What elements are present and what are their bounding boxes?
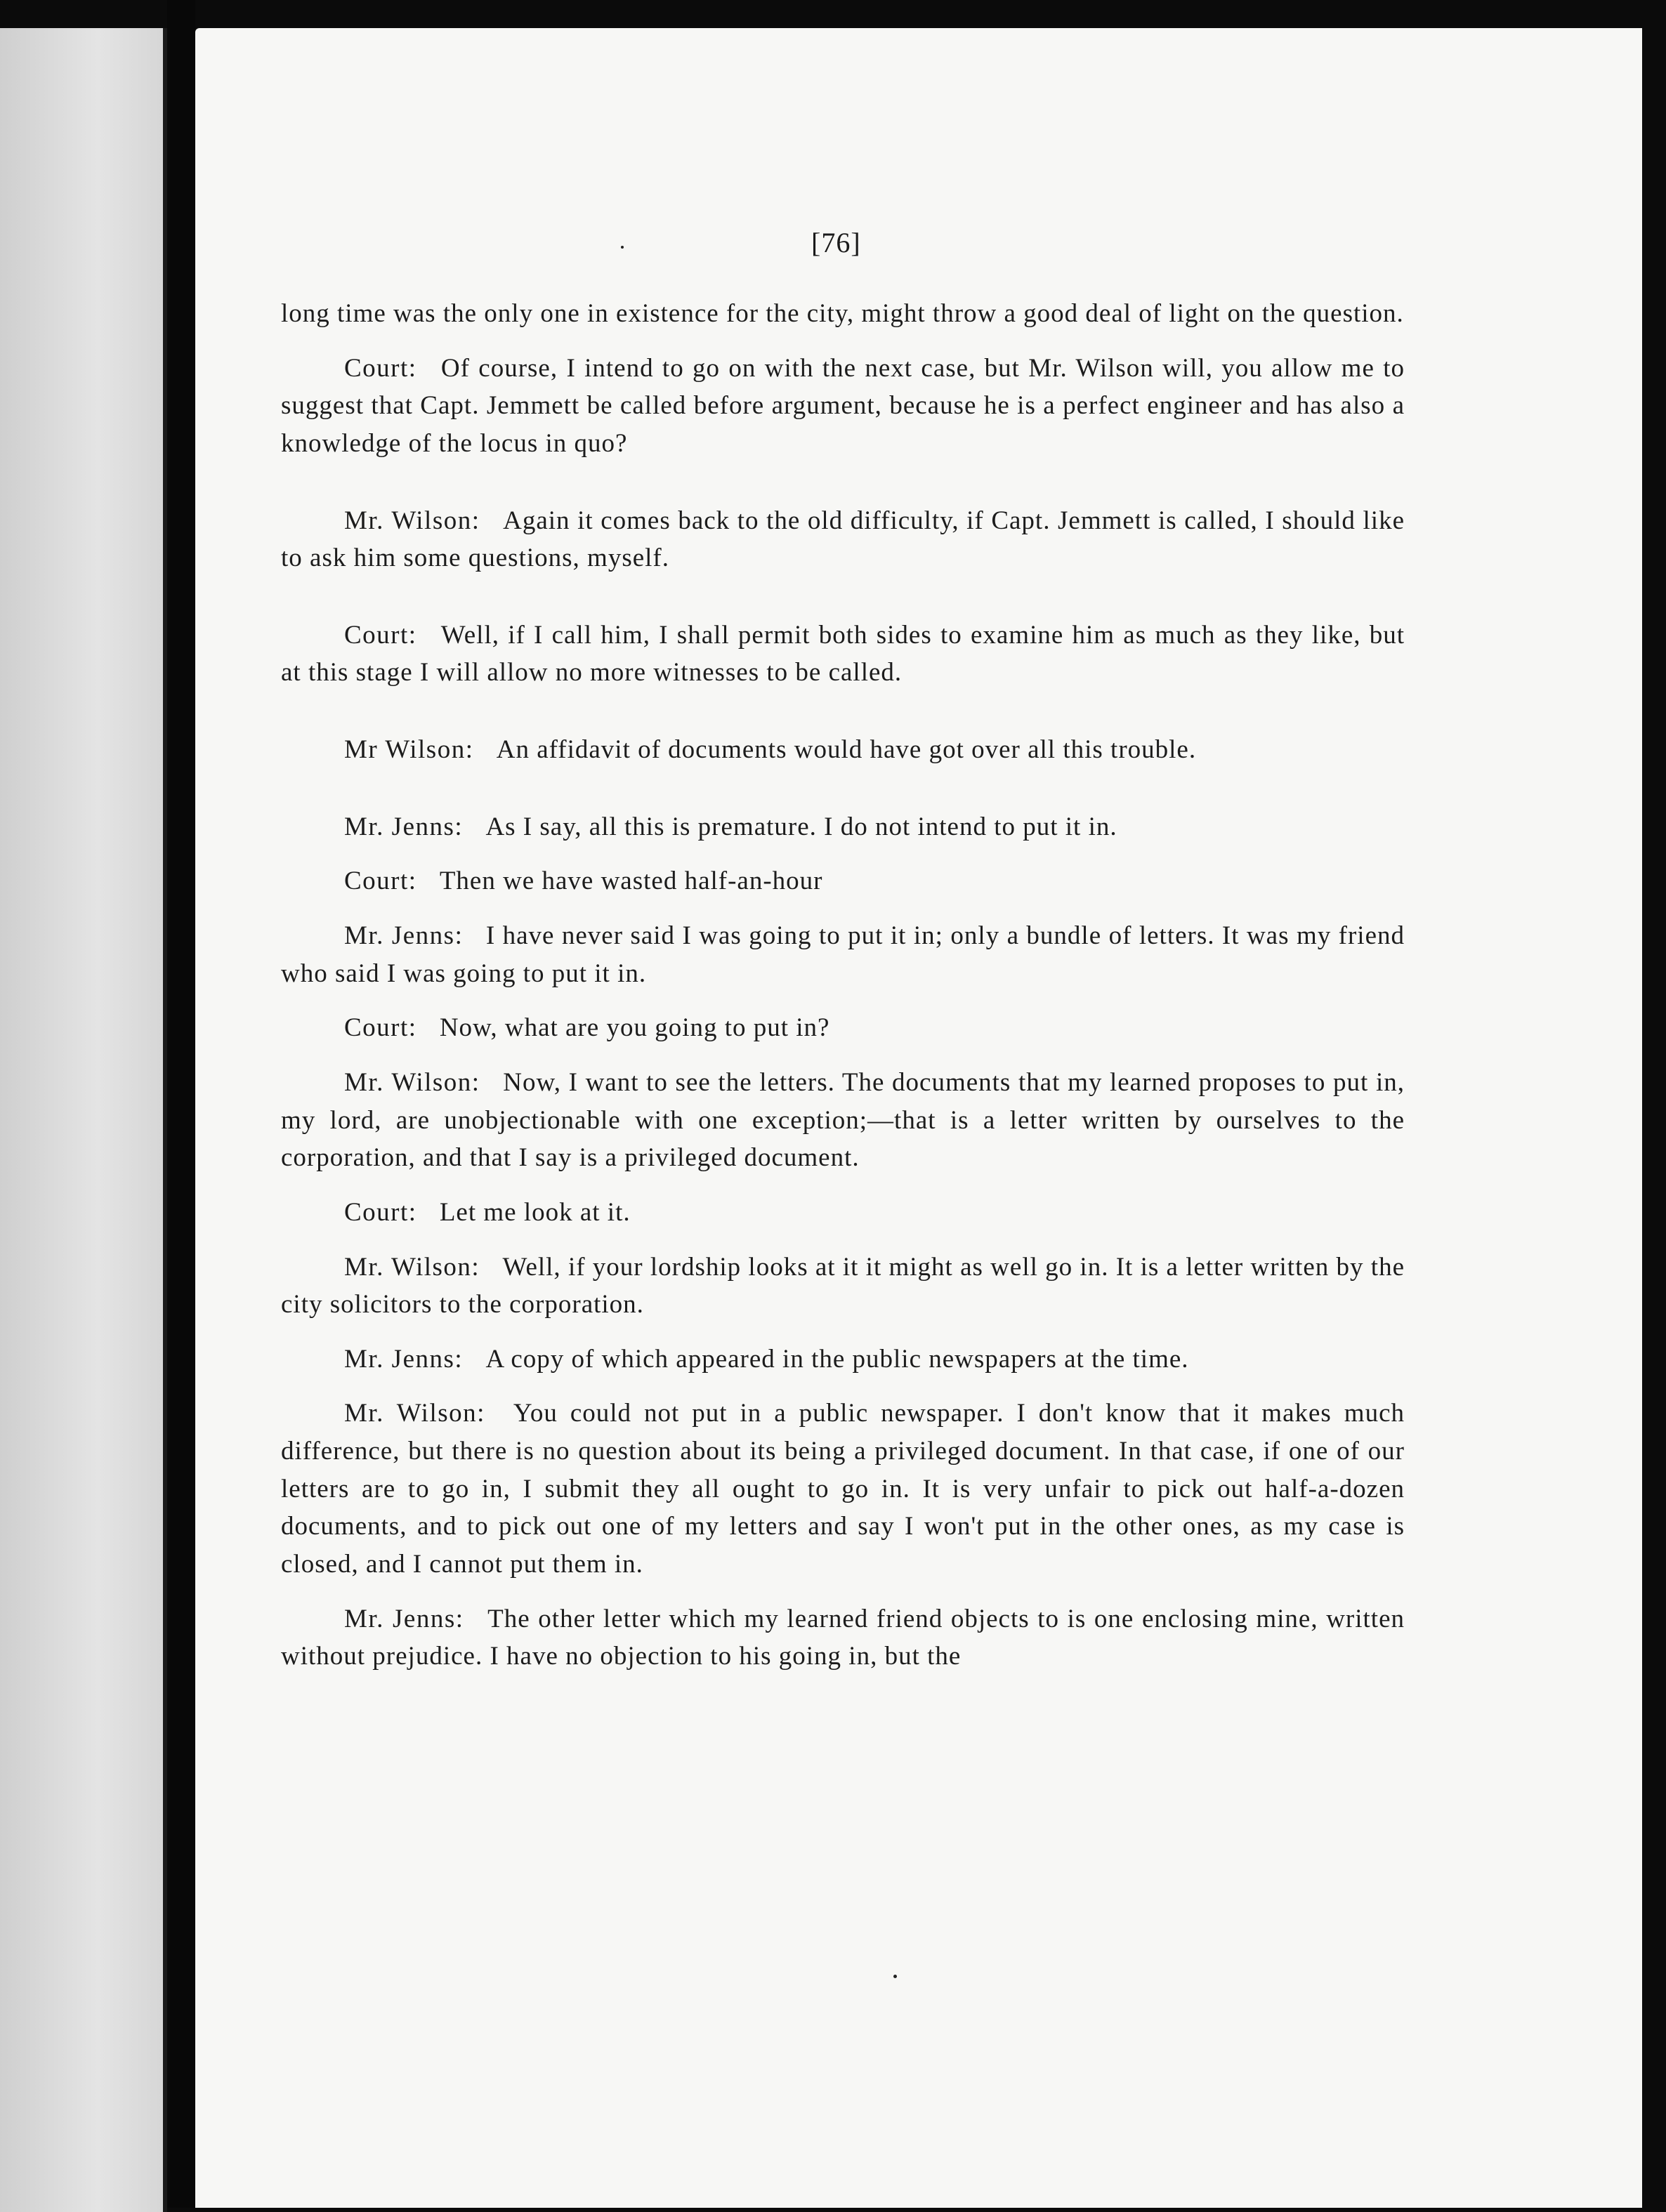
paragraph-text: Let me look at it. <box>439 1197 631 1227</box>
transcript-paragraph <box>281 1249 1405 1324</box>
transcript-paragraph <box>281 917 1405 992</box>
paragraph-text: As I say, all this is premature. I do not intend to put it in. <box>485 812 1117 841</box>
paragraph-text: Then we have wasted half-an-hour <box>439 867 823 896</box>
speaker-label: Court: <box>344 1197 417 1227</box>
book-spine-shadow <box>167 0 195 2208</box>
speaker-label: Mr Wilson: <box>344 735 474 765</box>
paragraph-text: Again it comes back to the old difficulty, if Capt. Jemmett is called, I should like to ask him some questions, myself. <box>281 506 1405 573</box>
speaker-label: Court: <box>344 1013 417 1043</box>
speaker-label: Mr. Jenns: <box>344 1344 464 1374</box>
transcript-paragraph <box>281 295 1405 333</box>
transcript-paragraph <box>281 1009 1405 1047</box>
paragraph-text: Well, if your lordship looks at it it might as well go in. It is a letter written by the city solicitors to the corporation. <box>281 1252 1405 1319</box>
transcript-paragraph <box>281 808 1405 846</box>
speaker-label: Mr. Jenns: <box>344 812 464 841</box>
transcript-paragraph <box>281 731 1405 769</box>
ink-speck <box>621 246 624 249</box>
speaker-label: Court: <box>344 353 417 383</box>
paragraph-text: I have never said I was going to put it in; only a bundle of letters. It was my friend who said I was going to put it in. <box>281 921 1405 988</box>
transcript-paragraph <box>281 350 1405 463</box>
paragraph-text: An affidavit of documents would have got over all this trouble. <box>496 735 1197 765</box>
speaker-label: Mr. Jenns: <box>344 1604 464 1633</box>
speaker-label: Mr. Wilson: <box>344 1067 480 1097</box>
paragraph-text: You could not put in a public newspaper. I don't know that it makes much difference, but there is no question about its being a privileged document. In that case, if one of our letters are to go in, I submit they all ought to go in. It is very unfair to pick out half-a-dozen documents, and to pick out one of my letters and say I won't put in the other ones, as my case is closed, and I cannot put them in. <box>281 1399 1405 1579</box>
speaker-label: Court: <box>344 867 417 896</box>
paragraph-text: Of course, I intend to go on with the next case, but Mr. Wilson will, you allow me to suggest that Capt. Jemmett be called before argument, because he is a perfect engineer and has also a knowledge of the locus in quo? <box>281 353 1405 458</box>
speaker-label: Mr. Wilson: <box>344 1399 485 1428</box>
transcript-paragraph <box>281 1395 1405 1583</box>
transcript-body <box>281 295 1405 1692</box>
transcript-paragraph <box>281 1064 1405 1177</box>
paragraph-text: Well, if I call him, I shall permit both sides to examine him as much as they like, but at this stage I will allow no more witnesses to be called. <box>281 620 1405 687</box>
transcript-paragraph <box>281 617 1405 692</box>
transcript-paragraph <box>281 1341 1405 1378</box>
paragraph-text: A copy of which appeared in the public newspapers at the time. <box>485 1344 1189 1374</box>
transcript-paragraph <box>281 1194 1405 1232</box>
paragraph-text: long time was the only one in existence for the city, might throw a good deal of light on the question. <box>281 299 1404 328</box>
paragraph-text: Now, what are you going to put in? <box>439 1013 830 1043</box>
transcript-paragraph <box>281 1600 1405 1676</box>
paragraph-text: The other letter which my learned friend objects to is one enclosing mine, written without prejudice. I have no objection to his going in, but the <box>281 1604 1405 1671</box>
page-number: [76] <box>811 227 861 258</box>
paragraph-text: Now, I want to see the letters. The documents that my learned proposes to put in, my lord, are unobjectionable with one exception;—that is a letter written by ourselves to the corporation, and that I say is a privileged document. <box>281 1067 1405 1173</box>
speaker-label: Mr. Jenns: <box>344 921 464 951</box>
transcript-paragraph <box>281 502 1405 577</box>
speaker-label: Mr. Wilson: <box>344 1252 480 1282</box>
speaker-label: Mr. Wilson: <box>344 506 480 535</box>
ink-speck <box>893 1975 897 1978</box>
speaker-label: Court: <box>344 620 417 650</box>
facing-page-edge <box>0 28 167 2212</box>
transcript-paragraph <box>281 862 1405 900</box>
